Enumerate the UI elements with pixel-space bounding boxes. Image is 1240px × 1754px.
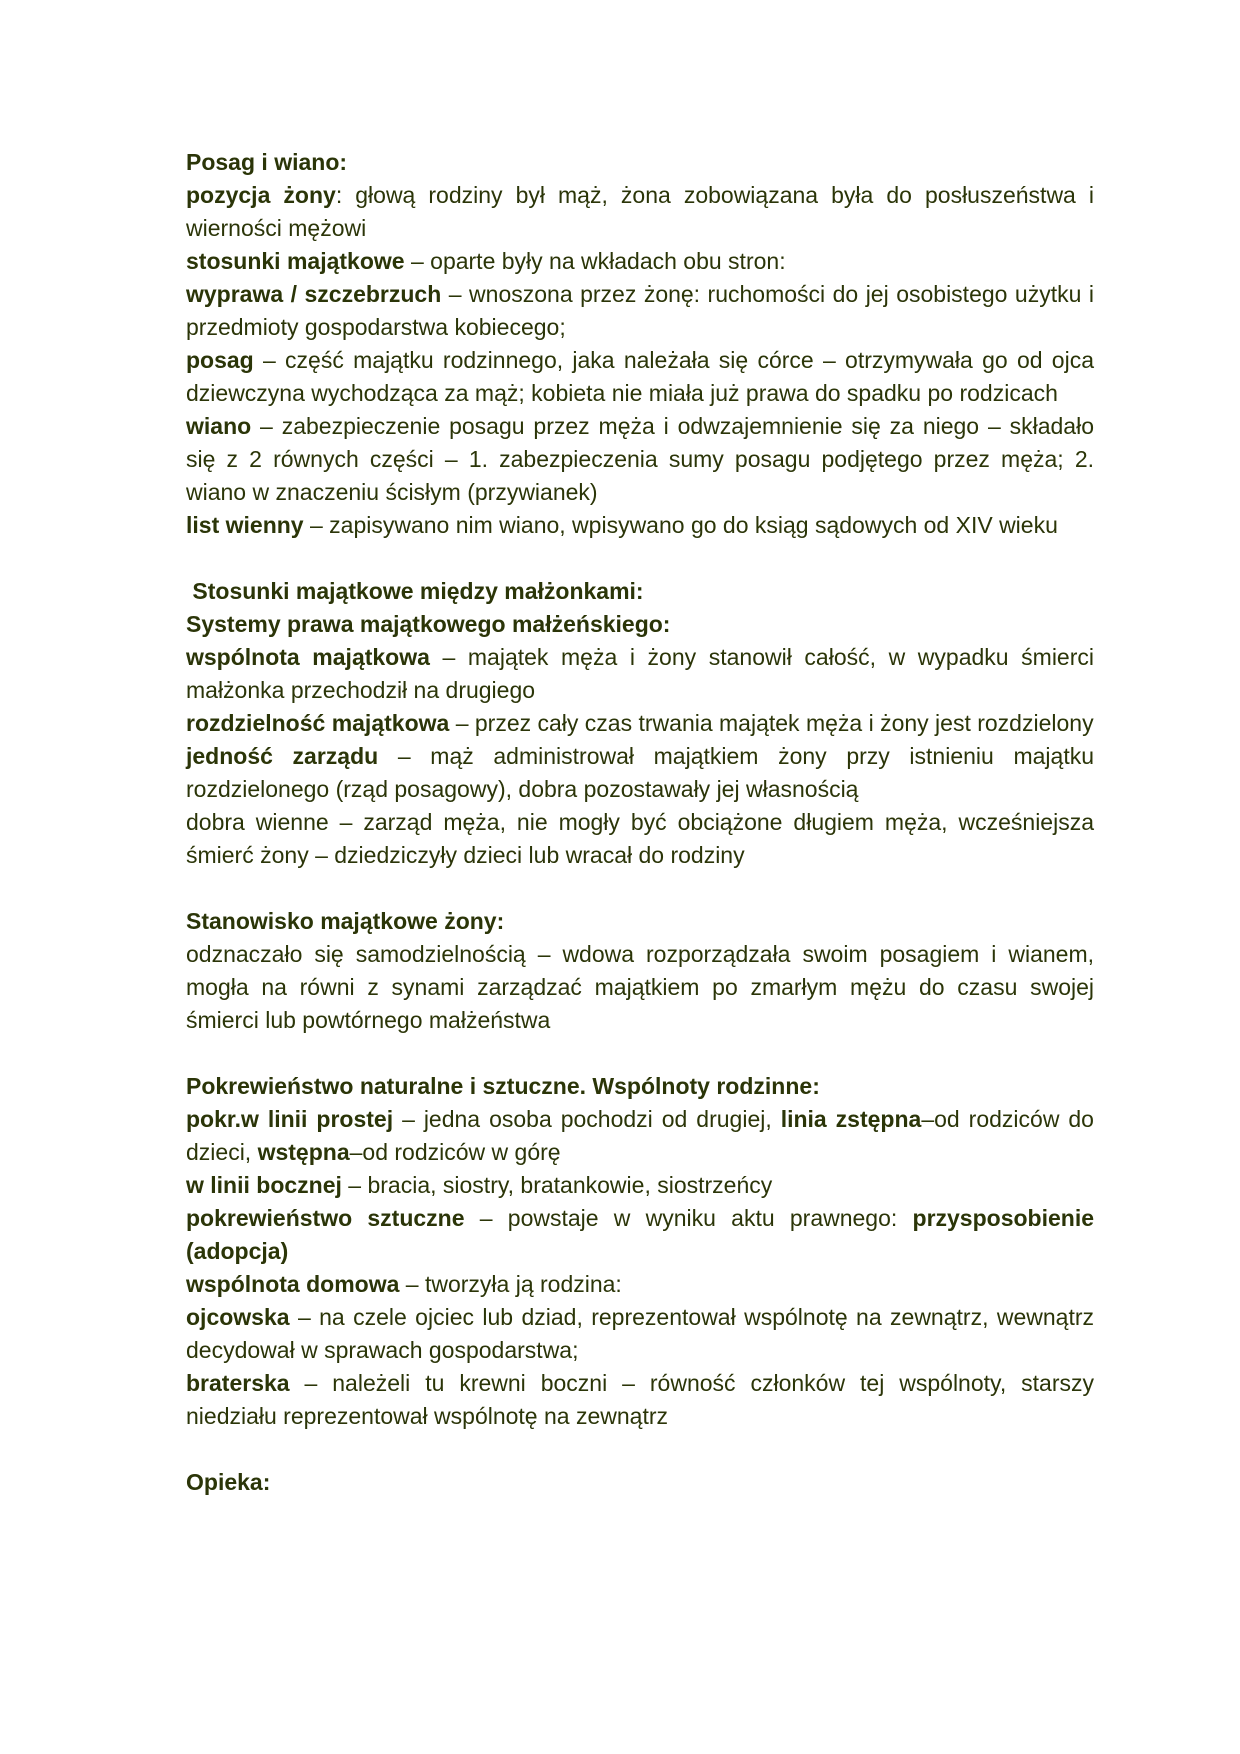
- paragraph: [186, 1367, 1094, 1433]
- section-heading: Pokrewieństwo naturalne i sztuczne. Wspólnoty rodzinne:: [186, 1073, 820, 1099]
- term: wyprawa / szczebrzuch: [186, 281, 442, 307]
- section-heading: Stosunki majątkowe między małżonkami:: [186, 578, 644, 604]
- definition: – mąż administrował majątkiem żony przy istnieniu majątku rozdzielonego (rząd posagowy), dobra pozostawały jej własnością: [186, 743, 1094, 802]
- definition: – należeli tu krewni boczni – równość członków tej wspólnoty, starszy niedziału reprezentował wspólnotę na zewnątrz: [186, 1370, 1094, 1429]
- term: stosunki majątkowe: [186, 248, 405, 274]
- term: w linii bocznej: [186, 1172, 342, 1198]
- paragraph: [186, 344, 1094, 410]
- definition: – bracia, siostry, bratankowie, siostrzeńcy: [341, 1172, 773, 1198]
- definition: – wnoszona przez żonę: ruchomości do jej osobistego użytku i przedmioty gospodarstwa kobiecego;: [186, 281, 1094, 340]
- term: posag: [186, 347, 254, 373]
- spacer: [186, 542, 1094, 575]
- spacer: [186, 1433, 1094, 1466]
- paragraph: [186, 707, 1094, 740]
- definition: odznaczało się samodzielnością – wdowa rozporządzała swoim posagiem i wianem, mogła na równi z synami zarządzać majątkiem po zmarłym mężu do czasu swojej śmierci lub powtórnego małżeństwa: [186, 941, 1094, 1033]
- section-pokrewienstwo: [186, 1070, 1094, 1433]
- definition: – na czele ojciec lub dziad, reprezentował wspólnotę na zewnątrz, wewnątrz decydował w sprawach gospodarstwa;: [186, 1304, 1094, 1363]
- section-opieka: [186, 1466, 1094, 1499]
- definition: – majątek męża i żony stanowił całość, w wypadku śmierci małżonka przechodził na drugiego: [186, 644, 1094, 703]
- definition: –od rodziców do dzieci,: [186, 1106, 1094, 1165]
- term: przysposobienie (adopcja): [186, 1205, 1094, 1264]
- section-stanowisko-majatkowe-zony: [186, 905, 1094, 1037]
- definition: – przez cały czas trwania majątek męża i żony jest rozdzielony: [449, 710, 1094, 736]
- paragraph: [186, 740, 1094, 806]
- definition: – jedna osoba pochodzi od drugiej,: [393, 1106, 781, 1132]
- term: ojcowska: [186, 1304, 290, 1330]
- paragraph: [186, 1268, 1094, 1301]
- term: wstępna: [257, 1139, 350, 1165]
- section-stosunki-majatkowe: [186, 575, 1094, 872]
- paragraph: [186, 278, 1094, 344]
- term: pokrewieństwo sztuczne: [186, 1205, 465, 1231]
- term: wiano: [186, 413, 252, 439]
- paragraph: [186, 179, 1094, 245]
- document-body: [186, 146, 1094, 1499]
- definition: – powstaje w wyniku aktu prawnego:: [464, 1205, 913, 1231]
- definition: – tworzyła ją rodzina:: [399, 1271, 622, 1297]
- paragraph: [186, 509, 1094, 542]
- term: jedność zarządu: [186, 743, 379, 769]
- term: pokr.w linii prostej: [186, 1106, 394, 1132]
- definition: –od rodziców w górę: [349, 1139, 561, 1165]
- spacer: [186, 1037, 1094, 1070]
- term: list wienny: [186, 512, 304, 538]
- definition: – część majątku rodzinnego, jaka należała się córce – otrzymywała go od ojca dziewczyna wychodząca za mąż; kobieta nie miała już prawa do spadku po rodzicach: [186, 347, 1094, 406]
- definition: dobra wienne – zarząd męża, nie mogły być obciążone długiem męża, wcześniejsza śmierć żony – dziedziczyły dzieci lub wracał do rodziny: [186, 809, 1094, 868]
- definition: : głową rodziny był mąż, żona zobowiązana była do posłuszeństwa i wierności mężowi: [186, 182, 1094, 241]
- paragraph: [186, 938, 1094, 1037]
- section-posag-i-wiano: [186, 146, 1094, 542]
- definition: – oparte były na wkładach obu stron:: [404, 248, 786, 274]
- term: wspólnota majątkowa: [186, 644, 430, 670]
- term: linia zstępna: [780, 1106, 922, 1132]
- spacer: [186, 872, 1094, 905]
- term: wspólnota domowa: [186, 1271, 400, 1297]
- section-heading: Posag i wiano:: [186, 149, 348, 175]
- paragraph: [186, 641, 1094, 707]
- paragraph: [186, 245, 1094, 278]
- paragraph: [186, 410, 1094, 509]
- definition: – zabezpieczenie posagu przez męża i odwzajemnienie się za niego – składało się z 2 równych części – 1. zabezpieczenia sumy posagu podjętego przez męża; 2. wiano w znaczeniu ścisłym (przywianek): [186, 413, 1094, 505]
- paragraph: [186, 1202, 1094, 1268]
- section-heading: Stanowisko majątkowe żony:: [186, 908, 505, 934]
- paragraph: [186, 1301, 1094, 1367]
- term: braterska: [186, 1370, 290, 1396]
- paragraph: [186, 806, 1094, 872]
- term: pozycja żony: [186, 182, 336, 208]
- term: rozdzielność majątkowa: [186, 710, 450, 736]
- section-subheading: Systemy prawa majątkowego małżeńskiego:: [186, 611, 671, 637]
- section-heading: Opieka:: [186, 1469, 271, 1495]
- paragraph: [186, 1103, 1094, 1169]
- paragraph: [186, 1169, 1094, 1202]
- definition: – zapisywano nim wiano, wpisywano go do ksiąg sądowych od XIV wieku: [303, 512, 1058, 538]
